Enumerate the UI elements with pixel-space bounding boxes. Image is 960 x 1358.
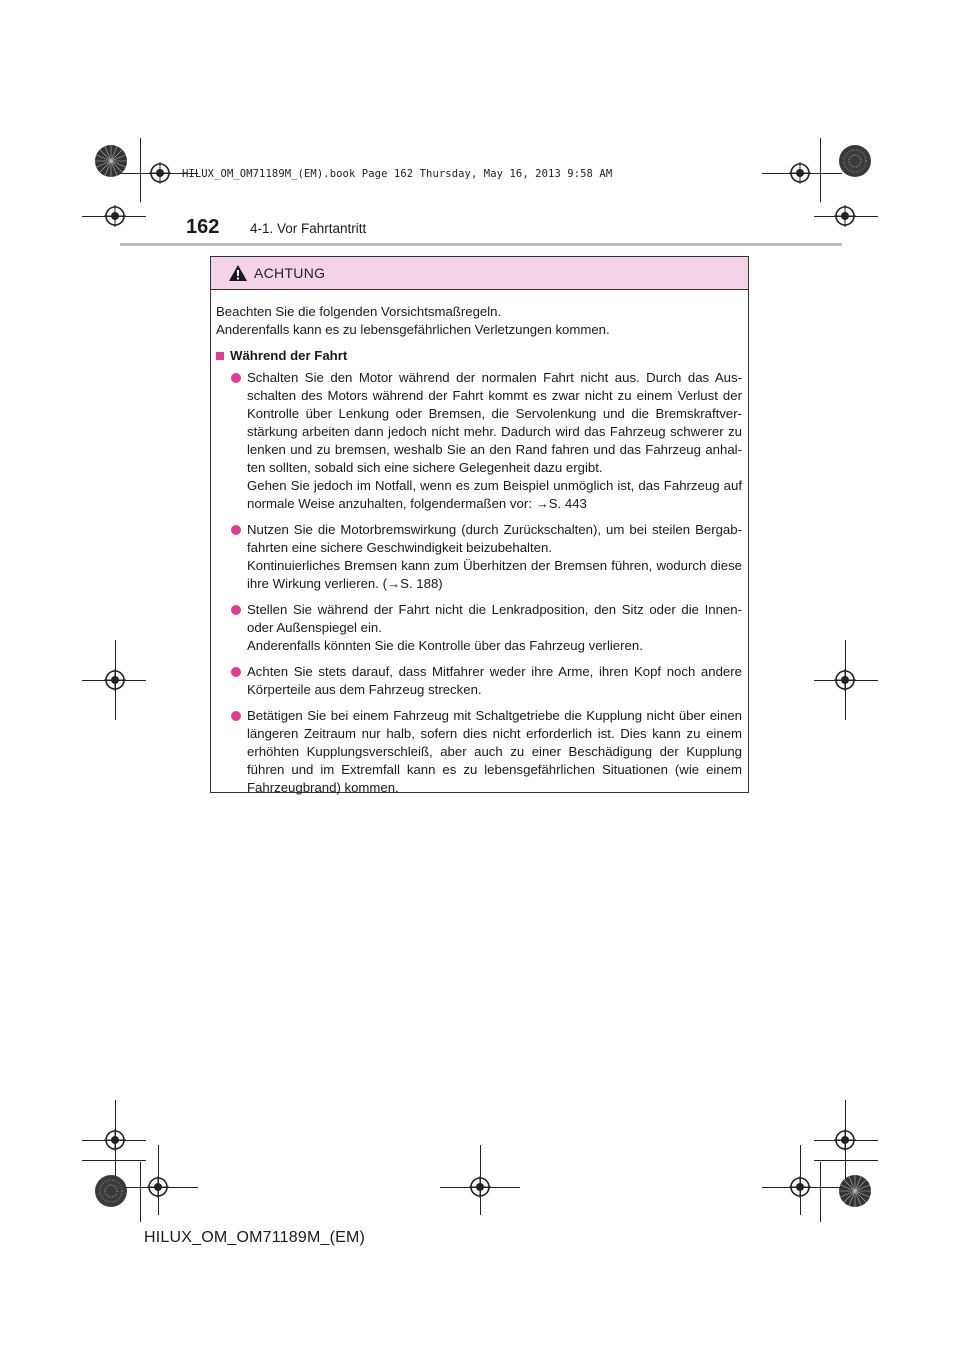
warning-header bbox=[211, 257, 748, 290]
bullet-text: Betätigen Sie bei einem Fahrzeug mit Schaltgetriebe die Kupplung nicht über einen längeren Zeitraum nur halb, sofern dies nicht erforderlich ist. Dies kann zu einem erhöhten Kupplungsverschleiß, aber auch zu einer Beschädigung der Kupplung führen und im Extremfall kann es zu lebensgefährlichen Situationen (wie einem Fahrzeugbrand) kommen. bbox=[247, 708, 742, 795]
header-rule bbox=[120, 243, 842, 246]
warning-box bbox=[210, 256, 749, 793]
circle-bullet-icon bbox=[231, 605, 241, 615]
textured-disc-icon bbox=[838, 144, 872, 178]
starburst-disc-icon bbox=[94, 144, 128, 178]
bullet-text: Stellen Sie während der Fahrt nicht die Lenkradposition, den Sitz oder die Innen- oder Außenspiegel ein. bbox=[247, 602, 742, 635]
registration-target-icon bbox=[149, 162, 171, 184]
registration-target-icon bbox=[147, 1176, 169, 1198]
registration-target-icon bbox=[789, 162, 811, 184]
bullet-extra: Gehen Sie jedoch im Notfall, wenn es zum Beispiel unmöglich ist, das Fahrzeug auf normale Weise anzuhalten, folgendermaßen vor: →S. 443 bbox=[247, 478, 742, 511]
bullet-extra: Kontinuierliches Bremsen kann zum Überhitzen der Bremsen führen, wodurch diese ihre Wirkung verlieren. (→S. 188) bbox=[247, 558, 742, 591]
bullet-text: Schalten Sie den Motor während der normalen Fahrt nicht aus. Durch das Aus-schalten des Motors während der Fahrt kommt es zwar nicht zu einem Verlust der Kontrolle über Lenkung oder Bremsen, die Servolenkung und die Bremskraftver-stärkung arbeiten dann jedoch nicht mehr. Dadurch wird das Fahrzeug schwerer zu lenken und zu bremsen, weshalb Sie an den Rand fahren und das Fahrzeug anhal-ten sollten, sobald sich eine sichere Gelegenheit dazu ergibt. bbox=[247, 370, 742, 475]
list-item bbox=[216, 663, 742, 699]
bullet-text: Nutzen Sie die Motorbremswirkung (durch Zurückschalten), um bei steilen Bergab-fahrten eine sichere Geschwindigkeit beizubehalten. bbox=[247, 522, 742, 555]
circle-bullet-icon bbox=[231, 525, 241, 535]
warning-title: ACHTUNG bbox=[254, 265, 326, 281]
warning-body bbox=[211, 290, 748, 797]
registration-target-icon bbox=[469, 1176, 491, 1198]
warning-bullet-list bbox=[216, 369, 742, 797]
list-item bbox=[216, 601, 742, 655]
intro-line: Anderenfalls kann es zu lebensgefährlichen Verletzungen kommen. bbox=[216, 322, 610, 337]
warning-triangle-icon bbox=[228, 264, 248, 282]
registration-target-icon bbox=[104, 1129, 126, 1151]
circle-bullet-icon bbox=[231, 711, 241, 721]
print-bookline: HILUX_OM_OM71189M_(EM).book Page 162 Thursday, May 16, 2013 9:58 AM bbox=[182, 168, 613, 180]
starburst-disc-icon bbox=[838, 1174, 872, 1208]
bullet-extra: Anderenfalls könnten Sie die Kontrolle über das Fahrzeug verlieren. bbox=[247, 638, 643, 653]
textured-disc-icon bbox=[94, 1174, 128, 1208]
list-item bbox=[216, 707, 742, 797]
subheading-text: Während der Fahrt bbox=[230, 348, 348, 363]
circle-bullet-icon bbox=[231, 373, 241, 383]
registration-target-icon bbox=[834, 669, 856, 691]
registration-target-icon bbox=[834, 205, 856, 227]
circle-bullet-icon bbox=[231, 667, 241, 677]
page-number: 162 bbox=[186, 216, 220, 238]
intro-line: Beachten Sie die folgenden Vorsichtsmaßregeln. bbox=[216, 304, 502, 319]
list-item bbox=[216, 521, 742, 593]
registration-target-icon bbox=[834, 1129, 856, 1151]
subheading bbox=[216, 347, 742, 365]
warning-intro bbox=[216, 303, 742, 339]
square-bullet-icon bbox=[216, 352, 224, 360]
footer-manual-code: HILUX_OM_OM71189M_(EM) bbox=[144, 1229, 366, 1246]
section-title: 4-1. Vor Fahrtantritt bbox=[250, 221, 367, 236]
registration-target-icon bbox=[104, 669, 126, 691]
registration-target-icon bbox=[789, 1176, 811, 1198]
bullet-text: Achten Sie stets darauf, dass Mitfahrer weder ihre Arme, ihren Kopf noch andere Körperteile aus dem Fahrzeug strecken. bbox=[247, 664, 742, 697]
registration-target-icon bbox=[104, 205, 126, 227]
list-item bbox=[216, 369, 742, 513]
